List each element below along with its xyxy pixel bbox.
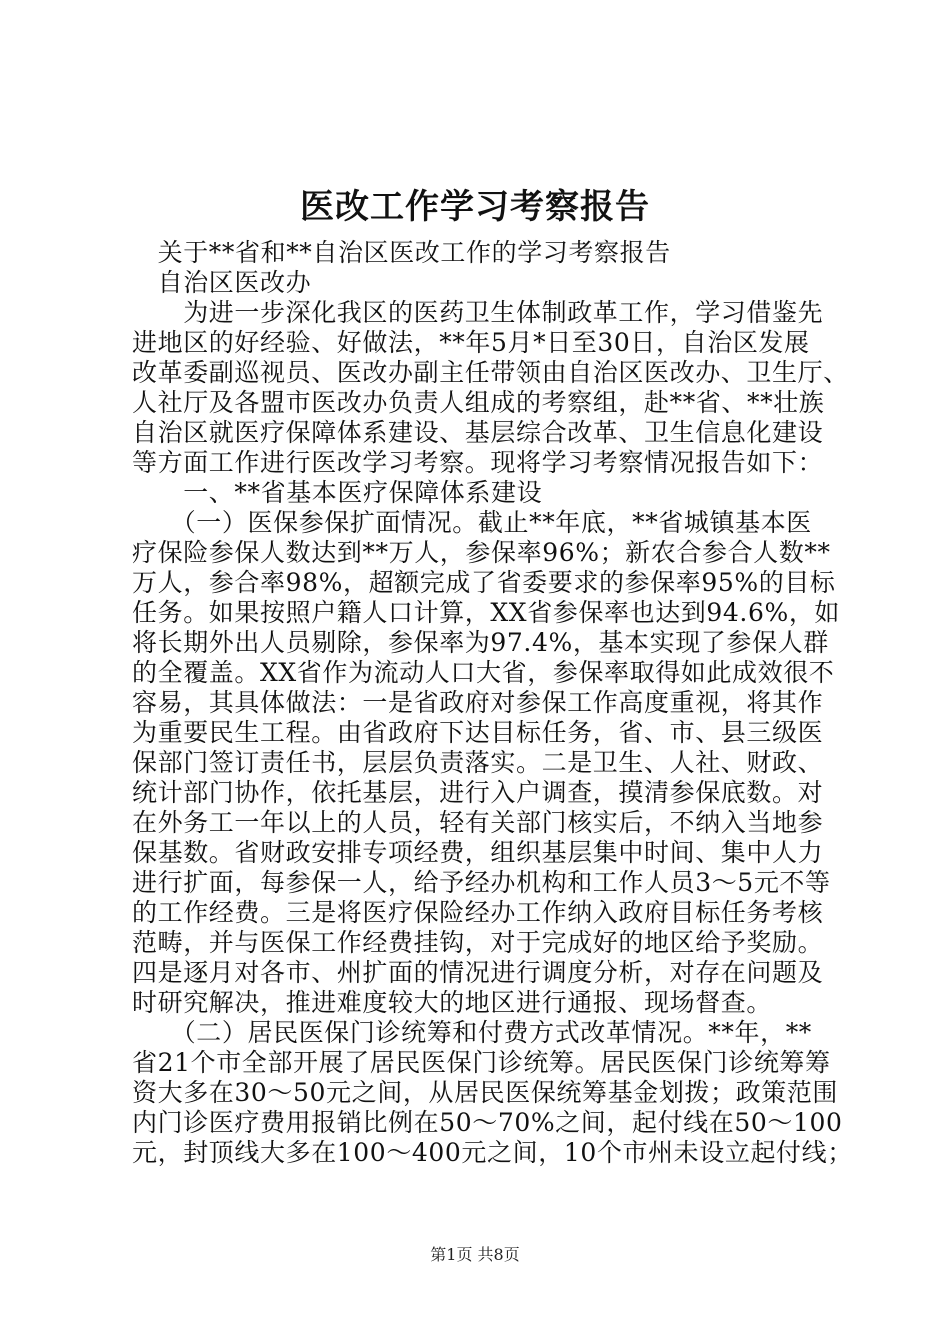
body-line: （一）医保参保扩面情况。截止**年底，**省城镇基本医 [132,508,812,537]
body-line: 内门诊医疗费用报销比例在50～70%之间，起付线在50～100 [132,1108,843,1137]
body-line: 为重要民生工程。由省政府下达目标任务，省、市、县三级医 [132,718,824,747]
body-line: 的全覆盖。XX省作为流动人口大省，参保率取得如此成效很不 [132,658,835,687]
document-title: 医改工作学习考察报告 [300,187,650,227]
body-line: 保基数。省财政安排专项经费，组织基层集中时间、集中人力 [132,838,824,867]
body-line: 任务。如果按照户籍人口计算，XX省参保率也达到94.6%，如 [132,598,841,627]
body-line: 统计部门协作，依托基层，进行入户调查，摸清参保底数。对 [132,778,824,807]
body-line: 万人，参合率98%，超额完成了省委要求的参保率95%的目标 [132,568,836,597]
section-heading: 一、**省基本医疗保障体系建设 [132,478,543,507]
author-line: 自治区医改办 [132,268,312,297]
body-line: 时研究解决，推进难度较大的地区进行通报、现场督查。 [132,988,773,1017]
body-line: 进地区的好经验、好做法，**年5月*日至30日，自治区发展 [132,328,810,357]
body-line: 范畴，并与医保工作经费挂钩，对于完成好的地区给予奖励。 [132,928,824,957]
body-line: 元，封顶线大多在100～400元之间，10个市州未设立起付线； [132,1138,853,1167]
body-line: 疗保险参保人数达到**万人，参保率96%；新农合参合人数** [132,538,831,567]
body-line: 四是逐月对各市、州扩面的情况进行调度分析，对存在问题及 [132,958,824,987]
body-line: 的工作经费。三是将医疗保险经办工作纳入政府目标任务考核 [132,898,824,927]
body-line: 等方面工作进行医改学习考察。现将学习考察情况报告如下： [132,448,824,477]
subsection-line: （二）居民医保门诊统筹和付费方式改革情况。**年，** [132,1018,812,1047]
body-line: 保部门签订责任书，层层负责落实。二是卫生、人社、财政、 [132,748,824,777]
body-line: 进行扩面，每参保一人，给予经办机构和工作人员3～5元不等 [132,868,831,897]
body-line: 为进一步深化我区的医药卫生体制政革工作，学习借鉴先 [132,298,824,327]
subtitle-line: 关于**省和**自治区医改工作的学习考察报告 [132,238,671,267]
body-line: 省21个市全部开展了居民医保门诊统筹。居民医保门诊统筹筹 [132,1048,831,1077]
body-line: 将长期外出人员剔除，参保率为97.4%，基本实现了参保人群 [132,628,829,657]
body-line: 容易，其具体做法：一是省政府对参保工作高度重视，将其作 [132,688,824,717]
body-line: 自治区就医疗保障体系建设、基层综合改革、卫生信息化建设 [132,418,824,447]
page-number-footer: 第1页 共8页 [430,1245,520,1264]
body-line: 改革委副巡视员、医改办副主任带领由自治区医改办、卫生厅、 [132,358,849,387]
body-line: 资大多在30～50元之间，从居民医保统筹基金划拨；政策范围 [132,1078,839,1107]
body-line: 人社厅及各盟市医改办负责人组成的考察组，赴**省、**壮族 [132,388,825,417]
body-line: 在外务工一年以上的人员，轻有关部门核实后，不纳入当地参 [132,808,824,837]
